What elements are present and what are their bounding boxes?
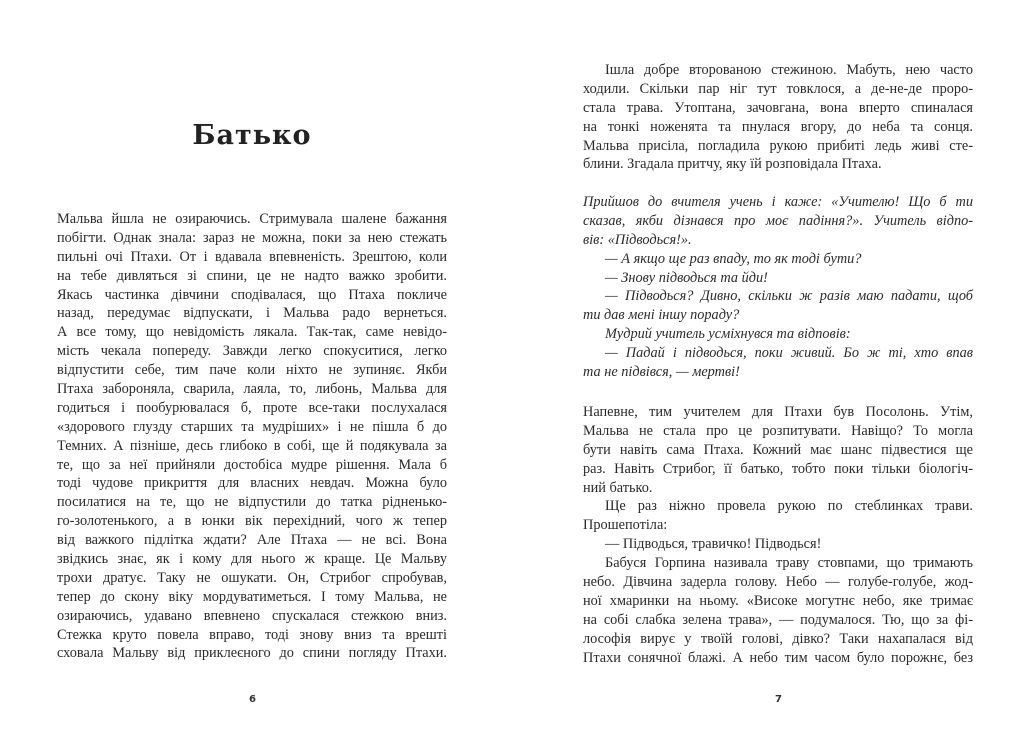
text-line: на собі слабка зелена трава», — подумалося. Тю, що за фі-: [583, 611, 973, 628]
text-line: на тебе дивляться зі спини, це не надто важко зробити.: [57, 267, 447, 284]
text-line: Бабуся Горпина називала траву стовпами, що тримають: [605, 555, 973, 572]
text-line: Мальва присіла, погладила рукою прибиті ледь живі сте-: [583, 137, 973, 154]
text-line: мість чекала попереду. Завжди легко спокуситися, легко: [57, 343, 447, 360]
paragraph: [583, 403, 973, 667]
text-line: стала трава. Утоптана, зачовгана, вона вперто спиналася: [583, 99, 973, 116]
text-line: Прийшов до вчителя учень і каже: «Учителю! Що б ти: [583, 194, 973, 210]
parable-italic: [583, 193, 973, 382]
text-line: — Падай і підводься, поки живий. Бо ж ті, хто впав: [605, 345, 973, 362]
text-line: Стежка круто повела вправо, тоді знову вниз та врешті: [57, 626, 447, 643]
text-line: «здорового глузду старших та мудріших» і не пішла б до: [57, 418, 447, 435]
text-line: — Знову підводься та йди!: [605, 269, 768, 286]
text-line: — Підводься, травичко! Підводься!: [605, 536, 822, 553]
text-line: озираючись, удавано впевнено спускалася стежкою вниз.: [57, 607, 447, 624]
text-line: Птахи сонячної блажі. А небо тим часом було порожнє, без: [583, 649, 973, 666]
text-line: Мальва не стала про це розпитувати. Навіщо? То могла: [583, 422, 973, 439]
text-line: Мудрий учитель усміхнувся та відповів:: [605, 326, 851, 343]
text-line: ходили. Скільки пар ніг тут товклося, а де-не-де проро-: [583, 80, 973, 97]
text-line: назад, передумає відпускати, і Мальва радо вернеться.: [57, 305, 447, 322]
right-page: [516, 0, 1032, 736]
text-line: та не підвівся, — мертві!: [583, 364, 740, 381]
text-line: Темних. А пізніше, десь глибоко в собі, ще й подякувала за: [57, 437, 447, 454]
paragraph: [583, 61, 973, 174]
text-line: те, що за неї прийняли достобіса мудре рішення. Мала б: [57, 456, 447, 473]
text-line: Якась частинка дівчини сподівалася, що Птаха покличе: [57, 286, 447, 303]
text-line: відпустити себе, тим паче коли ніхто не зупиняє. Якби: [57, 362, 447, 379]
text-line: трохи дратує. Таку не ошукати. Он, Стрибог спробував,: [57, 569, 447, 586]
text-line: від важкого підлітка ждати? Але Птаха — не всі. Вона: [57, 532, 447, 549]
text-line: на тонкі ноженята та пнулася вгору, до неба та сонця.: [583, 118, 973, 135]
text-line: Прошепотіла:: [583, 517, 668, 534]
chapter-title: Батько: [192, 120, 312, 151]
text-line: звідкись знає, як і кому для нього ж краще. Це Мальву: [57, 551, 447, 568]
page-number: 7: [775, 694, 782, 705]
text-line: сказав, якби дізнався про моє падіння?». Учитель відпо-: [583, 212, 973, 229]
text-line: раз. Навіть Стрибог, її батько, тобто поки тільки біологіч-: [583, 460, 973, 477]
text-line: блини. Згадала притчу, яку їй розповідала Птаха.: [583, 156, 882, 173]
text-line: ний батько.: [583, 479, 653, 496]
text-line: А все тому, що невідомість лякала. Так-так, саме невідо-: [57, 324, 447, 341]
text-line: — Підводься? Дивно, скільки ж разів маю падати, щоб: [605, 288, 973, 305]
text-line: лософія вирує у твоїй голові, дівко? Таки нахапалася від: [583, 630, 973, 647]
text-line: — А якщо ще раз впаду, то як тоді бути?: [605, 250, 862, 267]
text-line: го-золотенького, а в юнки вік перехідний, чого ж тепер: [57, 513, 447, 530]
text-line: посилатися на те, що не відпустили до татка рідненько-: [57, 494, 447, 511]
text-line: пильні очі Птахи. От і вдавала впевненість. Зрештою, коли: [57, 248, 447, 265]
text-line: Ішла добре второваною стежиною. Мабуть, нею часто: [605, 62, 973, 78]
text-line: годиться і пообурювалася б, проте все-таки послухалася: [57, 399, 447, 416]
text-line: сховала Мальву від приклеєного до спини погляду Птахи.: [57, 645, 447, 662]
text-line: ти дав мені іншу пораду?: [583, 307, 740, 324]
text-line: побігти. Однак знала: зараз не можна, поки за нею стежать: [57, 229, 447, 246]
text-line: Напевне, тим учителем для Птахи був Посолонь. Утім,: [583, 404, 973, 420]
text-line: ної хмаринки на ньому. «Високе могутнє небо, яке тримає: [583, 592, 973, 609]
text-line: небо. Дівчина задерла голову. Небо — голубе-голубе, жод-: [583, 574, 973, 591]
text-line: Мальва йшла не озираючись. Стримувала шалене бажання: [57, 211, 447, 227]
text-line: Ще раз ніжно провела рукою по стеблинках трави.: [605, 498, 973, 515]
text-line: тоді чудове прикриття для власних невдач. Можна було: [57, 475, 447, 492]
body-text: [57, 210, 447, 663]
text-line: вів: «Підводься!».: [583, 231, 692, 248]
text-line: бути навіть сама Птаха. Кожний має шанс підвестися ще: [583, 441, 973, 458]
text-line: Птаха забороняла, сварила, лаяла, то, либонь, Мальва для: [57, 381, 447, 398]
text-line: тепер до скону віку мордуватиметься. І тому Мальва, не: [57, 588, 447, 605]
page-number: 6: [249, 694, 256, 705]
